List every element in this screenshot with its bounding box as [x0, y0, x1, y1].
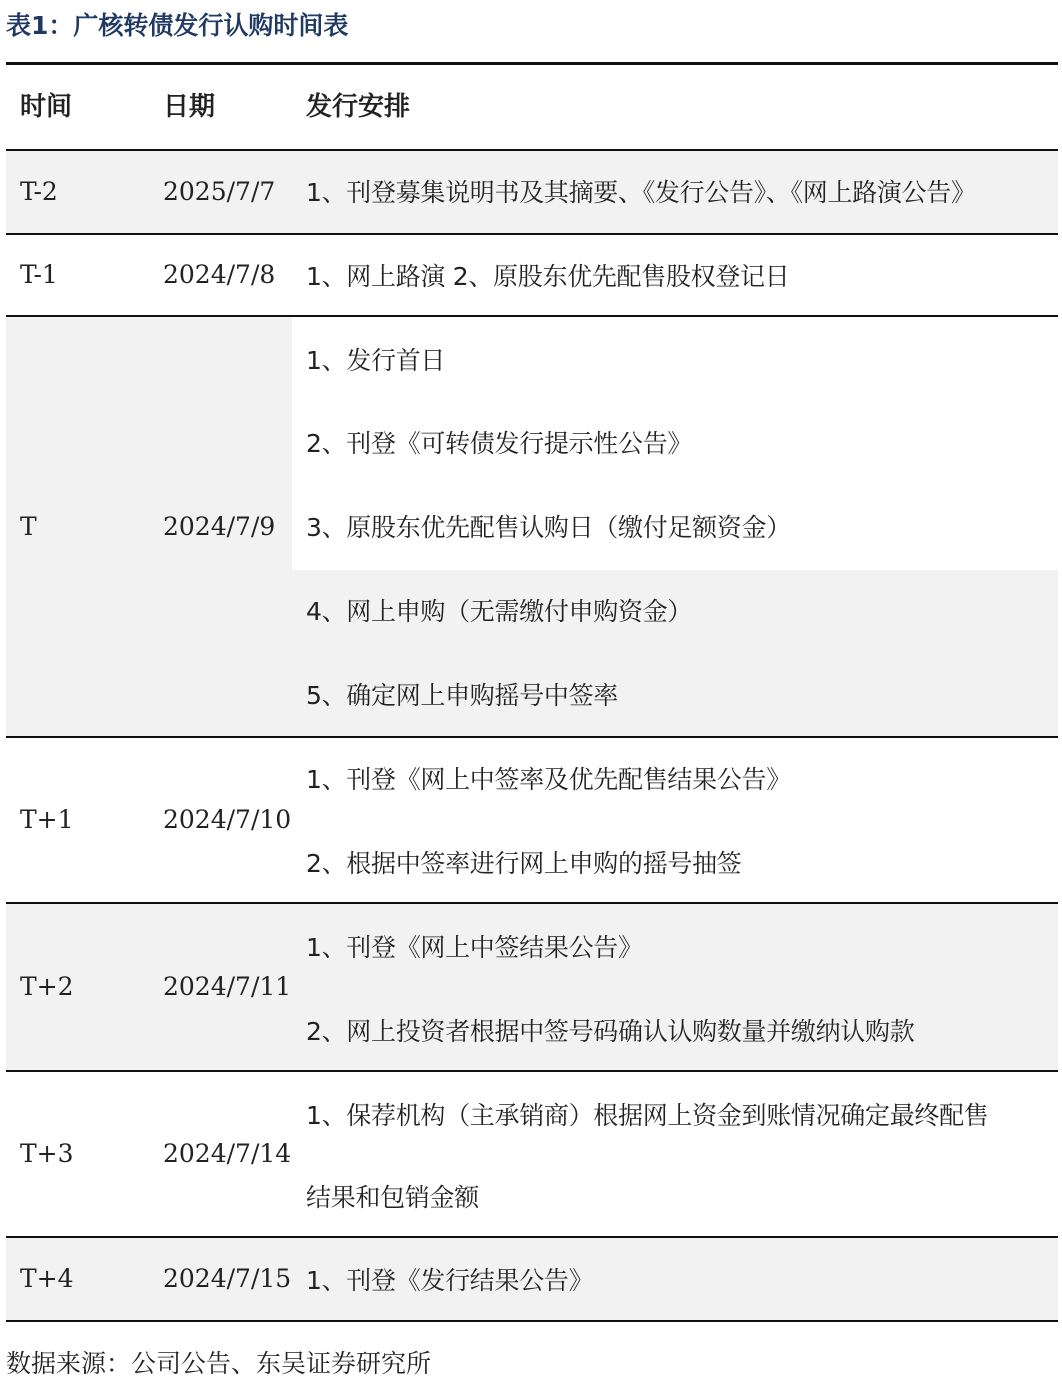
header-date: 日期 — [163, 92, 216, 122]
table-row — [6, 151, 1058, 233]
cell-time: T+1 — [20, 805, 74, 834]
cell-arrangement-line: 4、网上申购（无需缴付申购资金） — [306, 597, 693, 626]
cell-arrangement-line: 1、保荐机构（主承销商）根据网上资金到账情况确定最终配售 — [306, 1101, 989, 1130]
data-source-note: 数据来源：公司公告、东吴证券研究所 — [6, 1349, 432, 1378]
cell-time: T+3 — [20, 1139, 74, 1168]
table-row — [6, 235, 1058, 315]
cell-arrangement-line: 5、确定网上申购摇号中签率 — [306, 681, 619, 710]
cell-arrangement-line: 2、网上投资者根据中签号码确认认购数量并缴纳认购款 — [306, 1017, 915, 1046]
cell-arrangement-line: 1、刊登《网上中签结果公告》 — [306, 933, 643, 962]
cell-arrangement-line: 1、刊登《发行结果公告》 — [306, 1266, 594, 1295]
header-arrangement: 发行安排 — [306, 92, 411, 122]
cell-time: T+4 — [20, 1264, 74, 1293]
cell-date: 2024/7/8 — [163, 260, 276, 289]
cell-date: 2025/7/7 — [163, 177, 276, 206]
cell-date: 2024/7/10 — [163, 805, 292, 834]
cell-date: 2024/7/11 — [163, 972, 292, 1001]
table-title: 表1：广核转债发行认购时间表 — [6, 11, 349, 40]
cell-arrangement-line: 2、刊登《可转债发行提示性公告》 — [306, 429, 693, 458]
table-header-row — [6, 65, 1058, 149]
header-time: 时间 — [20, 92, 73, 122]
cell-arrangement-line: 结果和包销金额 — [306, 1183, 479, 1212]
table-row — [6, 904, 1058, 1070]
cell-time: T+2 — [20, 972, 74, 1001]
cell-date: 2024/7/9 — [163, 511, 276, 541]
cell-arrangement-line: 3、原股东优先配售认购日（缴付足额资金） — [306, 513, 791, 542]
cell-time: T-1 — [20, 260, 58, 289]
cell-arrangement-line: 1、刊登募集说明书及其摘要、《发行公告》、《网上路演公告》 — [306, 178, 976, 207]
table-bottom-rule — [6, 1320, 1058, 1322]
cell-time: T-2 — [20, 177, 58, 206]
table-row — [6, 738, 1058, 902]
cell-time: T — [20, 511, 37, 541]
cell-arrangement-line: 2、根据中签率进行网上申购的摇号抽签 — [306, 849, 742, 878]
cell-date: 2024/7/15 — [163, 1264, 292, 1293]
cell-date: 2024/7/14 — [163, 1139, 292, 1168]
cell-arrangement-line: 1、网上路演 2、原股东优先配售股权登记日 — [306, 262, 790, 291]
table-row — [6, 317, 1058, 736]
cell-arrangement-line: 1、发行首日 — [306, 346, 446, 375]
cell-arrangement-line: 1、刊登《网上中签率及优先配售结果公告》 — [306, 765, 791, 794]
table-row — [6, 1238, 1058, 1320]
table-row — [6, 1072, 1058, 1236]
